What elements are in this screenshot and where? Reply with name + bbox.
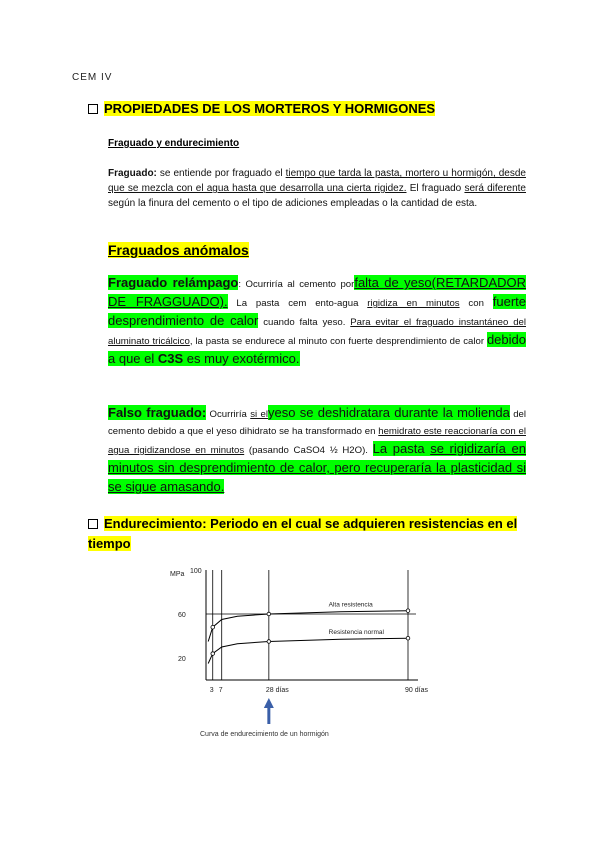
underlined-text: tiempo que tarda la pasta, mortero u hormigón, desde que se mezcla con el agua hasta que desarrolla una cierta rigidez. [108, 168, 526, 194]
subsection-title-anomalous [108, 242, 249, 258]
data-point [406, 609, 410, 613]
underlined-text: se rigidizaría en minutos sin desprendimiento de calor, pero recuperaría la plasticidad si se sigue amasando. [108, 441, 526, 494]
document-code: CEM IV [72, 72, 113, 83]
series-line-1 [208, 638, 408, 663]
y-axis-label: MPa [170, 571, 185, 578]
text: La pasta cem ento-agua [227, 298, 368, 309]
hardening-curve-chart [168, 562, 428, 732]
paragraph-flash-set [108, 274, 526, 369]
checkbox-bullet-icon [88, 104, 98, 114]
term-false-set: Falso fraguado: [108, 405, 207, 420]
section-title-text: Endurecimiento: Periodo en el cual se adquieren resistencias en el tiempo [88, 516, 518, 551]
series-label: Resistencia normal [328, 629, 384, 637]
paragraph-false-set [108, 404, 526, 497]
x-tick-label: 3 [209, 687, 214, 694]
highlighted-text: fuerte desprendimiento de calor [108, 294, 526, 328]
chart-caption: Curva de endurecimiento de un hormigón [200, 731, 329, 738]
data-point [267, 612, 271, 616]
underlined-text: si el [250, 409, 268, 420]
data-point [406, 636, 410, 640]
term-fraguado: Fraguado: [108, 168, 157, 179]
subsection-title-setting: Fraguado y endurecimiento [108, 138, 240, 149]
text: , la pasta se endurece al minuto con fuerte desprendimiento de calor [189, 336, 487, 347]
series-label: Alta resistencia [328, 601, 373, 609]
underlined-text: será diferente [464, 183, 526, 194]
text: El fraguado [406, 183, 465, 194]
highlighted-text: falta de yeso(RETARDADOR DE FRAGGUADO). [108, 275, 526, 309]
highlighted-text: yeso se deshidratara durante la molienda [267, 405, 510, 420]
checkbox-bullet-icon [88, 519, 98, 529]
text: se entiende por fraguado el [156, 168, 286, 179]
x-tick-label: 28 días [265, 687, 289, 694]
text: según la finura del cemento o el tipo de adiciones empleadas o la cantidad de esta. [108, 198, 478, 209]
text: es muy exotérmico. [183, 351, 300, 366]
text: cuando falta yeso. [258, 317, 351, 328]
y-tick-label: 100 [190, 568, 202, 575]
data-point [211, 652, 215, 656]
x-tick-label: 90 días [405, 687, 428, 694]
data-point [211, 625, 215, 629]
section-title-text: PROPIEDADES DE LOS MORTEROS Y HORMIGONES [104, 101, 436, 116]
data-point [267, 640, 271, 644]
text: Ocurriría [206, 409, 251, 420]
text: del cemento debido a que el yeso dihidrato se ha transformado en [108, 409, 527, 437]
x-tick-label: 7 [218, 687, 223, 694]
underlined-text: Para evitar el fraguado instantáneo del aluminato tricálcico [108, 317, 526, 347]
subsection-title-text: Fraguados anómalos [108, 242, 249, 258]
arrow-head-icon [264, 698, 274, 708]
text: : Ocurriría al cemento por [238, 279, 355, 290]
series-line-0 [208, 611, 408, 642]
bold-text: C3S [157, 351, 184, 366]
section-title-properties [88, 101, 435, 116]
text: con [459, 298, 493, 309]
text: (pasando CaSO4 ½ H2O). [244, 445, 373, 456]
underlined-text: hemidrato este reaccionaría con el agua rigidizandose en minutos [108, 426, 526, 456]
y-tick-label: 60 [178, 612, 186, 619]
y-tick-label: 20 [178, 656, 186, 663]
term-flash-set: Fraguado relámpago [108, 275, 239, 290]
section-title-hardening [88, 514, 538, 554]
underlined-text: rigidiza en minutos [367, 298, 460, 309]
text: La pasta [372, 441, 431, 456]
paragraph-fraguado [108, 166, 526, 211]
text: debido a que el [108, 332, 526, 366]
